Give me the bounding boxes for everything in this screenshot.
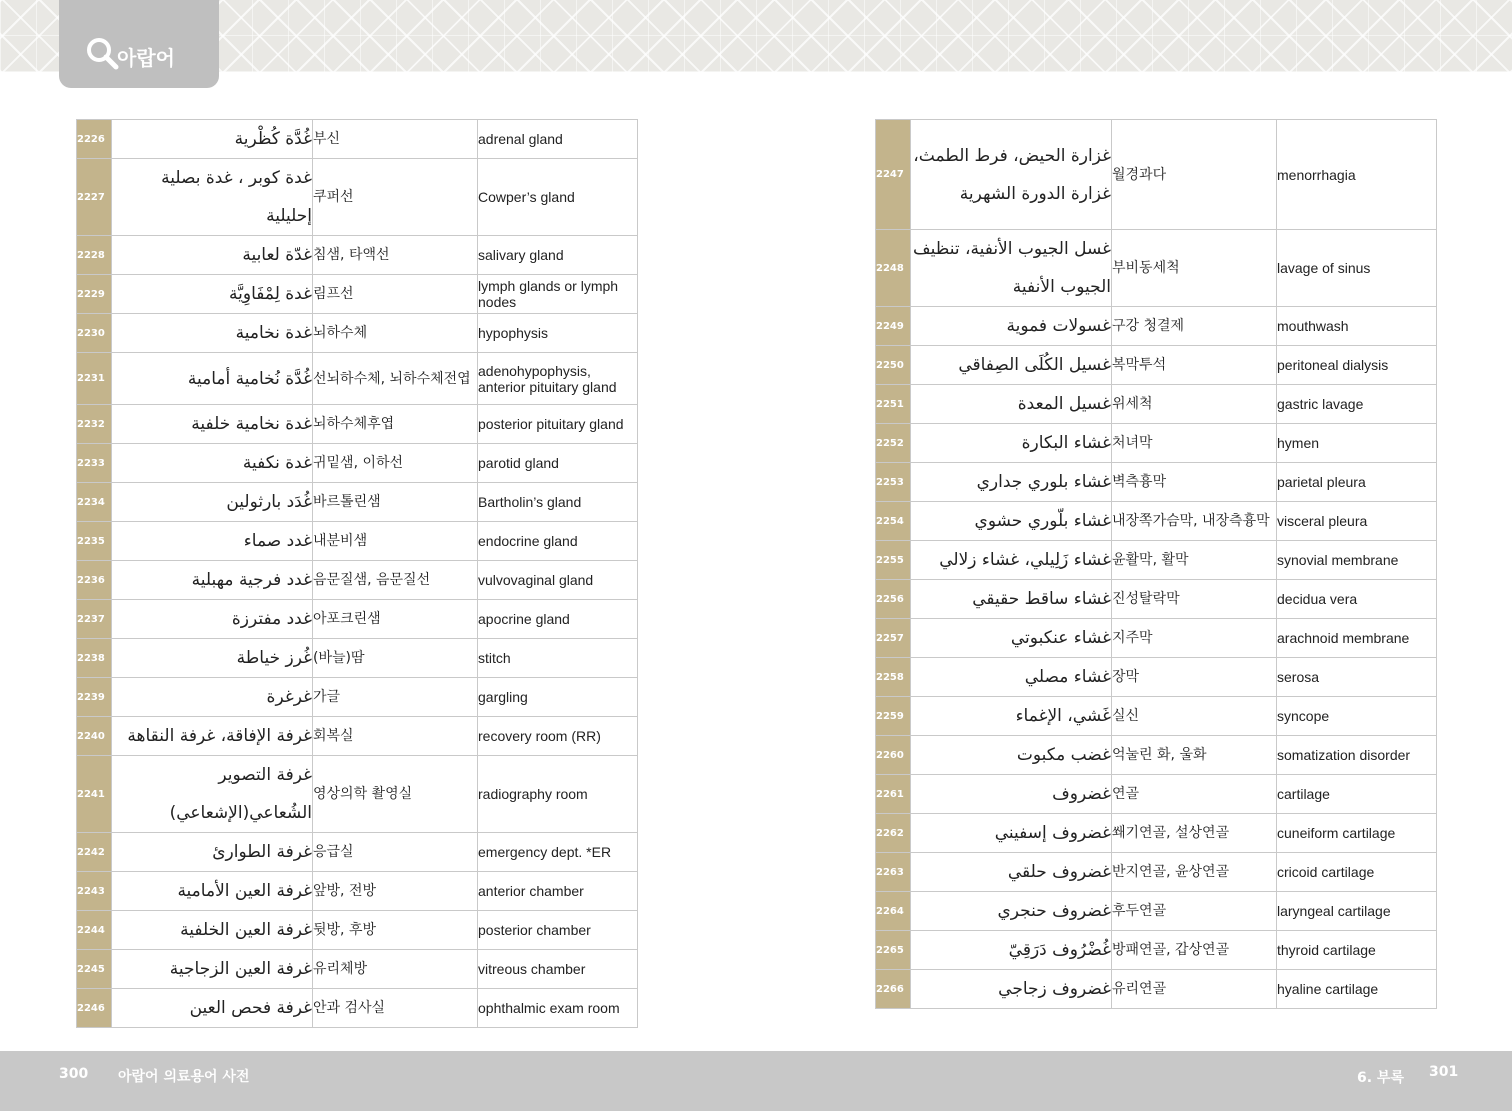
search-icon xyxy=(85,36,121,72)
english-term: hymen xyxy=(1277,424,1437,463)
table-row xyxy=(876,970,1437,1009)
table-row xyxy=(77,639,638,678)
arabic-term: غرفة الطوارئ xyxy=(112,833,313,872)
korean-term: 위세척 xyxy=(1112,385,1277,424)
table-row xyxy=(77,950,638,989)
arabic-term: غرفة التصوير الشُعاعي(الإشعاعي) xyxy=(112,756,313,833)
arabic-term: غدد مفترزة xyxy=(112,600,313,639)
english-term: decidua vera xyxy=(1277,580,1437,619)
korean-term: 회복실 xyxy=(313,717,478,756)
english-term: parietal pleura xyxy=(1277,463,1437,502)
table-row xyxy=(876,120,1437,230)
table-row xyxy=(77,872,638,911)
table-row xyxy=(876,385,1437,424)
arabic-term: غشاء عنكبوتي xyxy=(911,619,1112,658)
entry-number: 2252 xyxy=(876,424,911,463)
entry-number: 2262 xyxy=(876,814,911,853)
korean-term: 내장쪽가슴막, 내장측흉막 xyxy=(1112,502,1277,541)
english-term: somatization disorder xyxy=(1277,736,1437,775)
korean-term: (바늘)땀 xyxy=(313,639,478,678)
korean-term: 복막투석 xyxy=(1112,346,1277,385)
table-row xyxy=(77,444,638,483)
korean-term: 쐐기연골, 설상연골 xyxy=(1112,814,1277,853)
english-term: mouthwash xyxy=(1277,307,1437,346)
arabic-term: غدة نخامية خلفية xyxy=(112,405,313,444)
table-row xyxy=(77,275,638,314)
table-row xyxy=(876,775,1437,814)
entry-number: 2260 xyxy=(876,736,911,775)
arabic-term: غضروف إسفيني xyxy=(911,814,1112,853)
arabic-term: غدة نكفية xyxy=(112,444,313,483)
table-row xyxy=(77,483,638,522)
table-row xyxy=(77,405,638,444)
english-term: cartilage xyxy=(1277,775,1437,814)
entry-number: 2251 xyxy=(876,385,911,424)
entry-number: 2242 xyxy=(77,833,112,872)
korean-term: 반지연골, 윤상연골 xyxy=(1112,853,1277,892)
language-label: 아랍어 xyxy=(117,46,175,70)
table-row xyxy=(876,346,1437,385)
table-row xyxy=(876,814,1437,853)
table-row xyxy=(77,678,638,717)
arabic-term: غزارة الحيض، فرط الطمث، غزارة الدورة الشهرية xyxy=(911,120,1112,230)
table-row xyxy=(77,561,638,600)
english-term: syncope xyxy=(1277,697,1437,736)
english-term: Cowper’s gland xyxy=(478,159,638,236)
korean-term: 내분비샘 xyxy=(313,522,478,561)
english-term: vulvovaginal gland xyxy=(478,561,638,600)
korean-term: 부신 xyxy=(313,120,478,159)
table-row xyxy=(876,580,1437,619)
entry-number: 2265 xyxy=(876,931,911,970)
arabic-term: غدة نخامية xyxy=(112,314,313,353)
arabic-term: غشاء البكارة xyxy=(911,424,1112,463)
arabic-term: غضروف حلقي xyxy=(911,853,1112,892)
table-row xyxy=(77,236,638,275)
entry-number: 2259 xyxy=(876,697,911,736)
entry-number: 2266 xyxy=(876,970,911,1009)
english-term: emergency dept. *ER xyxy=(478,833,638,872)
korean-term: 연골 xyxy=(1112,775,1277,814)
arabic-term: غرفة العين الخلفية xyxy=(112,911,313,950)
table-row xyxy=(77,911,638,950)
arabic-term: غدة كوبر ، غدة بصلية إحليلية xyxy=(112,159,313,236)
table-row xyxy=(77,833,638,872)
arabic-term: غسولات فموية xyxy=(911,307,1112,346)
table-row xyxy=(876,853,1437,892)
table-row xyxy=(876,697,1437,736)
korean-term: 침샘, 타액선 xyxy=(313,236,478,275)
arabic-term: غدّة لعابية xyxy=(112,236,313,275)
entry-number: 2249 xyxy=(876,307,911,346)
table-row xyxy=(876,658,1437,697)
korean-term: 뇌하수체후엽 xyxy=(313,405,478,444)
entry-number: 2250 xyxy=(876,346,911,385)
english-term: apocrine gland xyxy=(478,600,638,639)
korean-term: 장막 xyxy=(1112,658,1277,697)
english-term: Bartholin’s gland xyxy=(478,483,638,522)
table-row xyxy=(77,600,638,639)
entry-number: 2243 xyxy=(77,872,112,911)
table-row xyxy=(77,120,638,159)
korean-term: 실신 xyxy=(1112,697,1277,736)
arabic-term: غشاء بلوري جداري xyxy=(911,463,1112,502)
english-term: salivary gland xyxy=(478,236,638,275)
english-term: posterior chamber xyxy=(478,911,638,950)
entry-number: 2258 xyxy=(876,658,911,697)
book-title: 아랍어 의료용어 사전 xyxy=(118,1069,250,1085)
korean-term: 림프선 xyxy=(313,275,478,314)
arabic-term: غرفة فحص العين xyxy=(112,989,313,1028)
english-term: vitreous chamber xyxy=(478,950,638,989)
arabic-term: غرفة الإفاقة، غرفة النقاهة xyxy=(112,717,313,756)
arabic-term: غضروف زجاجي xyxy=(911,970,1112,1009)
korean-term: 선뇌하수체, 뇌하수체전엽 xyxy=(313,353,478,405)
korean-term: 뒷방, 후방 xyxy=(313,911,478,950)
english-term: arachnoid membrane xyxy=(1277,619,1437,658)
table-row xyxy=(876,502,1437,541)
english-term: adenohypophysis, anterior pituitary gland xyxy=(478,353,638,405)
entry-number: 2233 xyxy=(77,444,112,483)
korean-term: 바르톨린샘 xyxy=(313,483,478,522)
header-pattern-band xyxy=(0,0,1512,72)
arabic-term: غشاء مصلي xyxy=(911,658,1112,697)
korean-term: 앞방, 전방 xyxy=(313,872,478,911)
arabic-term: غشاء ساقط حقيقي xyxy=(911,580,1112,619)
table-row xyxy=(876,931,1437,970)
arabic-term: غسل الجيوب الأنفية، تنظيف الجيوب الأنفية xyxy=(911,230,1112,307)
arabic-term: غرفة العين الأمامية xyxy=(112,872,313,911)
entry-number: 2254 xyxy=(876,502,911,541)
korean-term: 윤활막, 활막 xyxy=(1112,541,1277,580)
korean-term: 쿠퍼선 xyxy=(313,159,478,236)
entry-number: 2255 xyxy=(876,541,911,580)
table-row xyxy=(876,736,1437,775)
korean-term: 월경과다 xyxy=(1112,120,1277,230)
korean-term: 억눌린 화, 울화 xyxy=(1112,736,1277,775)
arabic-term: غضروف xyxy=(911,775,1112,814)
korean-term: 음문질샘, 음문질선 xyxy=(313,561,478,600)
entry-number: 2235 xyxy=(77,522,112,561)
arabic-term: غسيل الكُلَى الصِفاقي xyxy=(911,346,1112,385)
right-page-number: 301 xyxy=(1429,1064,1459,1080)
entry-number: 2264 xyxy=(876,892,911,931)
arabic-term: غُدَد بارثولين xyxy=(112,483,313,522)
english-term: lavage of sinus xyxy=(1277,230,1437,307)
english-term: ophthalmic exam room xyxy=(478,989,638,1028)
english-term: parotid gland xyxy=(478,444,638,483)
entry-number: 2261 xyxy=(876,775,911,814)
arabic-term: غسيل المعدة xyxy=(911,385,1112,424)
table-row xyxy=(77,989,638,1028)
entry-number: 2244 xyxy=(77,911,112,950)
english-term: anterior chamber xyxy=(478,872,638,911)
english-term: adrenal gland xyxy=(478,120,638,159)
korean-term: 벽측흉막 xyxy=(1112,463,1277,502)
table-row xyxy=(876,541,1437,580)
entry-number: 2229 xyxy=(77,275,112,314)
korean-term: 귀밑샘, 이하선 xyxy=(313,444,478,483)
table-row xyxy=(77,159,638,236)
right-term-table xyxy=(875,119,1437,1009)
korean-term: 진성탈락막 xyxy=(1112,580,1277,619)
entry-number: 2240 xyxy=(77,717,112,756)
english-term: radiography room xyxy=(478,756,638,833)
korean-term: 부비동세척 xyxy=(1112,230,1277,307)
entry-number: 2231 xyxy=(77,353,112,405)
table-row xyxy=(876,892,1437,931)
arabic-term: غرغرة xyxy=(112,678,313,717)
english-term: peritoneal dialysis xyxy=(1277,346,1437,385)
table-row xyxy=(876,230,1437,307)
arabic-term: غدد فرجية مهبلية xyxy=(112,561,313,600)
language-tab xyxy=(59,0,219,88)
english-term: serosa xyxy=(1277,658,1437,697)
entry-number: 2245 xyxy=(77,950,112,989)
korean-term: 영상의학 촬영실 xyxy=(313,756,478,833)
entry-number: 2248 xyxy=(876,230,911,307)
table-row xyxy=(876,619,1437,658)
arabic-term: غُرز خياطة xyxy=(112,639,313,678)
entry-number: 2238 xyxy=(77,639,112,678)
korean-term: 뇌하수체 xyxy=(313,314,478,353)
english-term: thyroid cartilage xyxy=(1277,931,1437,970)
entry-number: 2234 xyxy=(77,483,112,522)
entry-number: 2256 xyxy=(876,580,911,619)
table-row xyxy=(876,424,1437,463)
table-row xyxy=(77,314,638,353)
english-term: endocrine gland xyxy=(478,522,638,561)
english-term: synovial membrane xyxy=(1277,541,1437,580)
entry-number: 2237 xyxy=(77,600,112,639)
table-row xyxy=(77,353,638,405)
arabic-term: غُدَّة نُخامية أمامية xyxy=(112,353,313,405)
table-row xyxy=(77,717,638,756)
korean-term: 아포크린샘 xyxy=(313,600,478,639)
left-page-number: 300 xyxy=(59,1066,89,1082)
table-row xyxy=(77,522,638,561)
arabic-term: غُضْرُوف دَرَقِيّ xyxy=(911,931,1112,970)
table-row xyxy=(876,307,1437,346)
korean-term: 유리체방 xyxy=(313,950,478,989)
entry-number: 2263 xyxy=(876,853,911,892)
english-term: lymph glands or lymph nodes xyxy=(478,275,638,314)
entry-number: 2228 xyxy=(77,236,112,275)
korean-term: 방패연골, 갑상연골 xyxy=(1112,931,1277,970)
english-term: hypophysis xyxy=(478,314,638,353)
entry-number: 2236 xyxy=(77,561,112,600)
entry-number: 2246 xyxy=(77,989,112,1028)
arabic-term: غُدَّة كُظْرية xyxy=(112,120,313,159)
arabic-term: غَشي، الإغماء xyxy=(911,697,1112,736)
english-term: gargling xyxy=(478,678,638,717)
korean-term: 유리연골 xyxy=(1112,970,1277,1009)
entry-number: 2239 xyxy=(77,678,112,717)
section-label: 6. 부록 xyxy=(1357,1070,1404,1086)
english-term: hyaline cartilage xyxy=(1277,970,1437,1009)
korean-term: 후두연골 xyxy=(1112,892,1277,931)
entry-number: 2226 xyxy=(77,120,112,159)
english-term: cricoid cartilage xyxy=(1277,853,1437,892)
entry-number: 2247 xyxy=(876,120,911,230)
korean-term: 가글 xyxy=(313,678,478,717)
arabic-term: غدد صماء xyxy=(112,522,313,561)
table-row xyxy=(876,463,1437,502)
entry-number: 2230 xyxy=(77,314,112,353)
entry-number: 2257 xyxy=(876,619,911,658)
entry-number: 2241 xyxy=(77,756,112,833)
arabic-term: غضروف حنجري xyxy=(911,892,1112,931)
entry-number: 2227 xyxy=(77,159,112,236)
korean-term: 구강 청결제 xyxy=(1112,307,1277,346)
english-term: visceral pleura xyxy=(1277,502,1437,541)
english-term: gastric lavage xyxy=(1277,385,1437,424)
english-term: menorrhagia xyxy=(1277,120,1437,230)
entry-number: 2253 xyxy=(876,463,911,502)
english-term: stitch xyxy=(478,639,638,678)
arabic-term: غشاء بلّوري حشوي xyxy=(911,502,1112,541)
korean-term: 처녀막 xyxy=(1112,424,1277,463)
korean-term: 응급실 xyxy=(313,833,478,872)
arabic-term: غضب مكبوت xyxy=(911,736,1112,775)
english-term: laryngeal cartilage xyxy=(1277,892,1437,931)
arabic-term: غرفة العين الزجاجية xyxy=(112,950,313,989)
arabic-term: غدة لِمْفَاوِيَّة xyxy=(112,275,313,314)
entry-number: 2232 xyxy=(77,405,112,444)
english-term: posterior pituitary gland xyxy=(478,405,638,444)
korean-term: 지주막 xyxy=(1112,619,1277,658)
footer-bar xyxy=(0,1051,1512,1111)
english-term: recovery room (RR) xyxy=(478,717,638,756)
english-term: cuneiform cartilage xyxy=(1277,814,1437,853)
table-row xyxy=(77,756,638,833)
arabic-term: غشاء زَلِيلي، غشاء زلالي xyxy=(911,541,1112,580)
left-term-table xyxy=(76,119,638,1028)
korean-term: 안과 검사실 xyxy=(313,989,478,1028)
